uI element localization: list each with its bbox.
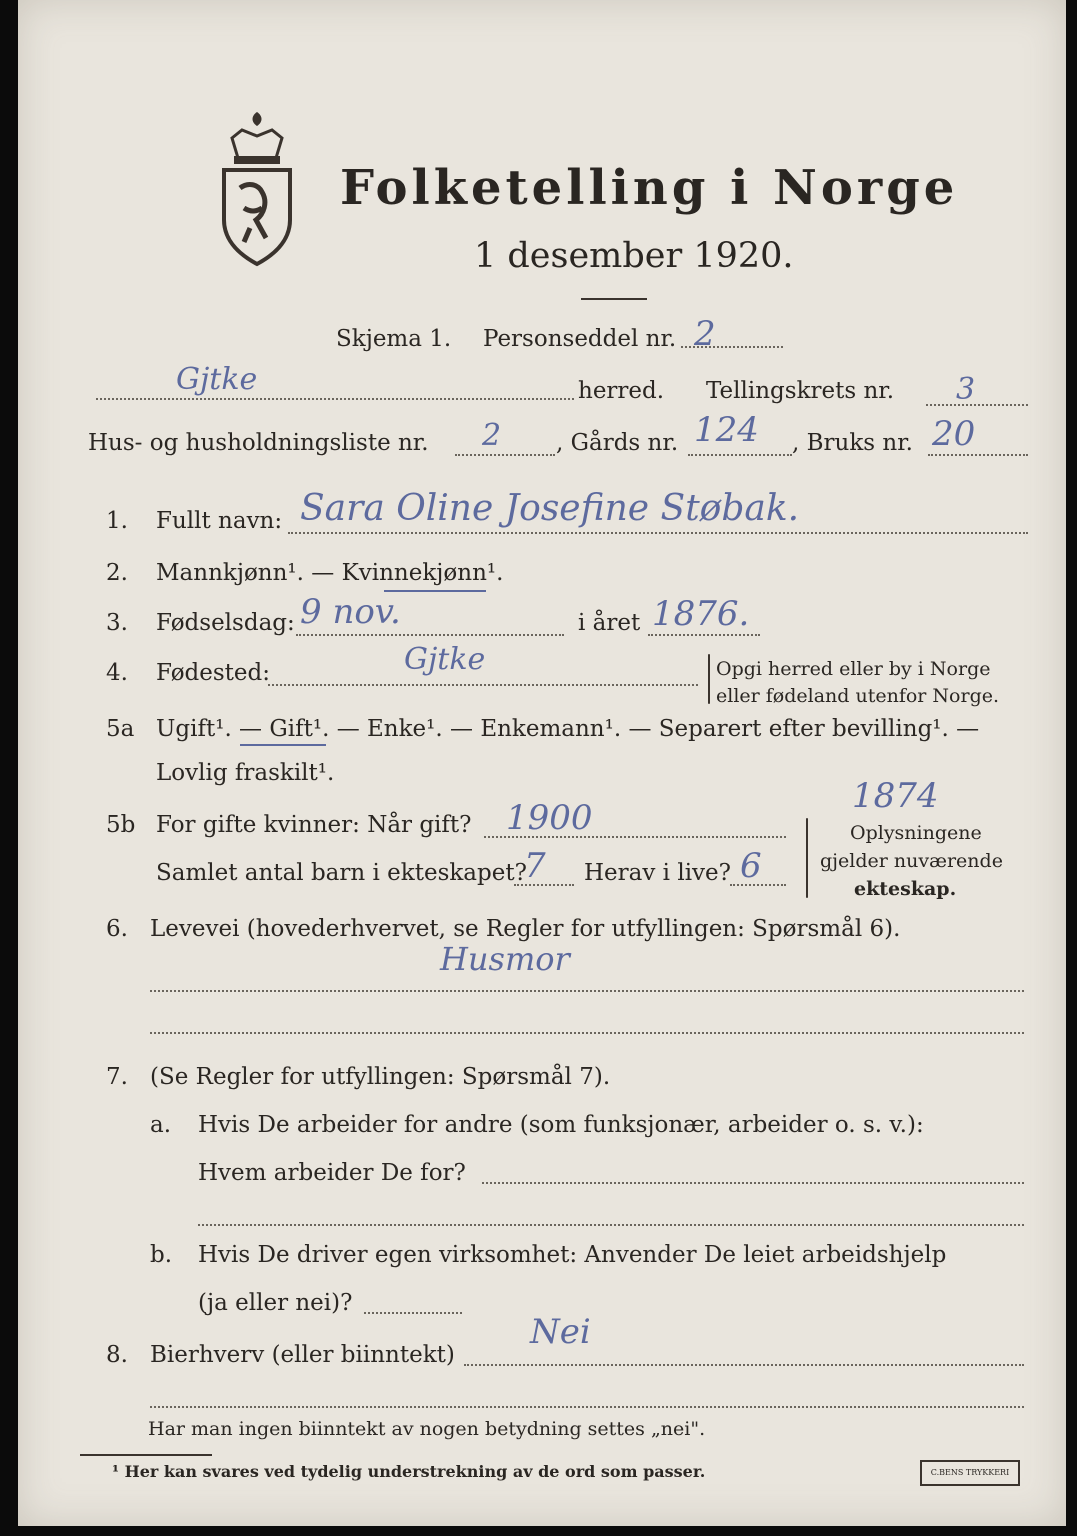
- husliste-line: [455, 454, 555, 456]
- q1-label: Fullt navn:: [156, 508, 283, 534]
- q7a-label: Hvis De arbeider for andre (som funksjonær, arbeider o. s. v.):: [198, 1112, 924, 1138]
- q1-line: [288, 532, 1028, 534]
- q6-value: Husmor: [440, 940, 570, 978]
- q5b-note-line3: ekteskap.: [854, 878, 957, 900]
- q8-label: Bierhverv (eller biinntekt): [150, 1342, 455, 1368]
- bruks-value: 20: [932, 414, 976, 454]
- q5b-alive-label: Herav i live?: [584, 860, 731, 886]
- q8-line2: [150, 1406, 1024, 1408]
- q5b-alive-value: 6: [740, 846, 762, 886]
- tellingskrets-value: 3: [956, 372, 976, 407]
- q6-line2: [150, 1032, 1024, 1034]
- q8-note: Har man ingen biinntekt av nogen betydning settes „nei".: [148, 1418, 706, 1440]
- q6-line1: [150, 990, 1024, 992]
- q7b-label: Hvis De driver egen virksomhet: Anvender De leiet arbeidshjelp: [198, 1242, 947, 1268]
- q3-year-line: [648, 634, 760, 636]
- q5b-number: 5b: [106, 812, 136, 838]
- q3-year-label: i året: [578, 610, 641, 636]
- q2-number: 2.: [106, 560, 128, 586]
- q7a-line1: [482, 1182, 1024, 1184]
- q5b-note-line2: gjelder nuværende: [820, 850, 1003, 872]
- q5a-label2: Lovlig fraskilt¹.: [156, 760, 335, 786]
- q8-value: Nei: [530, 1312, 591, 1352]
- q3-line: [296, 634, 564, 636]
- title-rule: [581, 298, 647, 300]
- gards-line: [688, 454, 792, 456]
- schema-label: Skjema 1.: [336, 326, 452, 352]
- q5a-number: 5a: [106, 716, 135, 742]
- q7a-line2: [198, 1224, 1024, 1226]
- census-form-sheet: [18, 0, 1066, 1526]
- q3-value: 9 nov.: [300, 592, 401, 632]
- q4-brace: [708, 654, 710, 704]
- herred-line: [96, 398, 574, 400]
- gards-value: 124: [694, 410, 759, 450]
- q5b-label: For gifte kvinner: Når gift?: [156, 812, 472, 838]
- q3-label: Fødselsdag:: [156, 610, 295, 636]
- q4-line: [268, 684, 698, 686]
- q5a-underline-mark: [240, 744, 326, 746]
- q6-number: 6.: [106, 916, 128, 942]
- q7a-label2: Hvem arbeider De for?: [198, 1160, 466, 1186]
- q5b-margin-value: 1874: [852, 776, 939, 816]
- gards-label: , Gårds nr.: [556, 430, 679, 456]
- herred-label: herred.: [578, 378, 665, 404]
- q6-label: Levevei (hovederhvervet, se Regler for utfyllingen: Spørsmål 6).: [150, 916, 901, 942]
- q4-note-line2: eller fødeland utenfor Norge.: [716, 685, 1000, 707]
- personseddel-value: 2: [694, 314, 716, 354]
- q2-label: Mannkjønn¹. — Kvinnekjønn¹.: [156, 560, 504, 586]
- bruks-line: [928, 454, 1028, 456]
- q7b-line: [364, 1312, 462, 1314]
- q4-note-line1: Opgi herred eller by i Norge: [716, 658, 991, 680]
- footnote-rule: [80, 1454, 212, 1456]
- q5b-value: 1900: [506, 798, 593, 838]
- q3-number: 3.: [106, 610, 128, 636]
- census-date: 1 desember 1920.: [474, 236, 794, 276]
- tellingskrets-label: Tellingskrets nr.: [706, 378, 895, 404]
- q5b-children-value: 7: [524, 846, 546, 886]
- form-title: Folketelling i Norge: [340, 160, 959, 216]
- q5b-children-label: Samlet antal barn i ekteskapet?: [156, 860, 527, 886]
- footnote-text: ¹ Her kan svares ved tydelig understrekning av de ord som passer.: [112, 1462, 706, 1481]
- bruks-label: , Bruks nr.: [792, 430, 913, 456]
- printer-stamp: C.BENS TRYKKERI: [920, 1460, 1020, 1486]
- tellingskrets-line: [926, 404, 1028, 406]
- q1-number: 1.: [106, 508, 128, 534]
- q1-value: Sara Oline Josefine Støbak.: [300, 488, 800, 529]
- husliste-value: 2: [482, 418, 502, 453]
- q5b-note-line1: Oplysningene: [850, 822, 982, 844]
- q7-label: (Se Regler for utfyllingen: Spørsmål 7).: [150, 1064, 611, 1090]
- q4-number: 4.: [106, 660, 128, 686]
- q3-year-value: 1876.: [652, 594, 750, 634]
- q7a-letter: a.: [150, 1112, 172, 1138]
- personseddel-label: Personseddel nr.: [483, 326, 677, 352]
- q8-line1: [464, 1364, 1024, 1366]
- q4-value: Gjtke: [404, 642, 486, 677]
- q7b-letter: b.: [150, 1242, 173, 1268]
- q5a-label: Ugift¹. — Gift¹. — Enke¹. — Enkemann¹. — Separert efter bevilling¹. —: [156, 716, 980, 742]
- q8-number: 8.: [106, 1342, 128, 1368]
- herred-value: Gjtke: [176, 362, 258, 397]
- q5b-brace: [806, 818, 808, 898]
- coat-of-arms-icon: [214, 108, 300, 270]
- q7-number: 7.: [106, 1064, 128, 1090]
- q4-label: Fødested:: [156, 660, 271, 686]
- q7b-label2: (ja eller nei)?: [198, 1290, 353, 1316]
- husliste-label: Hus- og husholdningsliste nr.: [88, 430, 429, 456]
